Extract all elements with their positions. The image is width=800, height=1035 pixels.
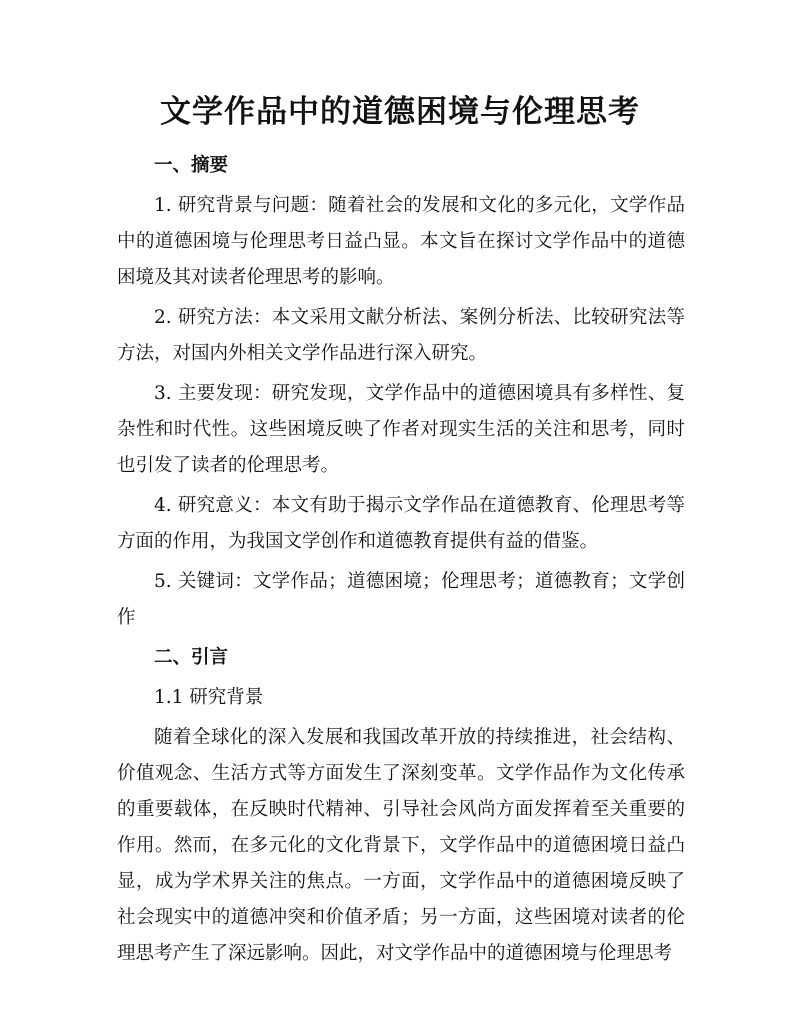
abstract-item-3: 3. 主要发现：研究发现，文学作品中的道德困境具有多样性、复杂性和时代性。这些困境反映了作者对现实生活的关注和思考，同时也引发了读者的伦理思考。 — [117, 383, 685, 476]
abstract-item-5: 5. 关键词：文学作品；道德困境；伦理思考；道德教育；文学创作 — [117, 571, 685, 628]
document-title: 文学作品中的道德困境与伦理思考 — [160, 94, 640, 130]
abstract-heading: 一、摘要 — [154, 155, 229, 176]
abstract-item-2: 2. 研究方法：本文采用文献分析法、案例分析法、比较研究法等方法，对国内外相关文学作品进行深入研究。 — [117, 307, 685, 364]
abstract-item-1: 1. 研究背景与问题：随着社会的发展和文化的多元化，文学作品中的道德困境与伦理思考日益凸显。本文旨在探讨文学作品中的道德困境及其对读者伦理思考的影响。 — [117, 195, 685, 288]
abstract-item-4: 4. 研究意义：本文有助于揭示文学作品在道德教育、伦理思考等方面的作用，为我国文学创作和道德教育提供有益的借鉴。 — [117, 495, 685, 552]
introduction-heading: 二、引言 — [154, 647, 229, 668]
document-body — [117, 148, 685, 976]
introduction-paragraph: 随着全球化的深入发展和我国改革开放的持续推进，社会结构、价值观念、生活方式等方面发生了深刻变革。文学作品作为文化传承的重要载体，在反映时代精神、引导社会风尚方面发挥着至关重要的作用。然而，在多元化的文化背景下，文学作品中的道德困境日益凸显，成为学术界关注的焦点。一方面，文学作品中的道德困境反映了社会现实中的道德冲突和价值矛盾；另一方面，这些困境对读者的伦理思考产生了深远影响。因此，对文学作品中的道德困境与伦理思考 — [117, 727, 685, 964]
research-background-subheading: 1.1 研究背景 — [154, 687, 264, 708]
